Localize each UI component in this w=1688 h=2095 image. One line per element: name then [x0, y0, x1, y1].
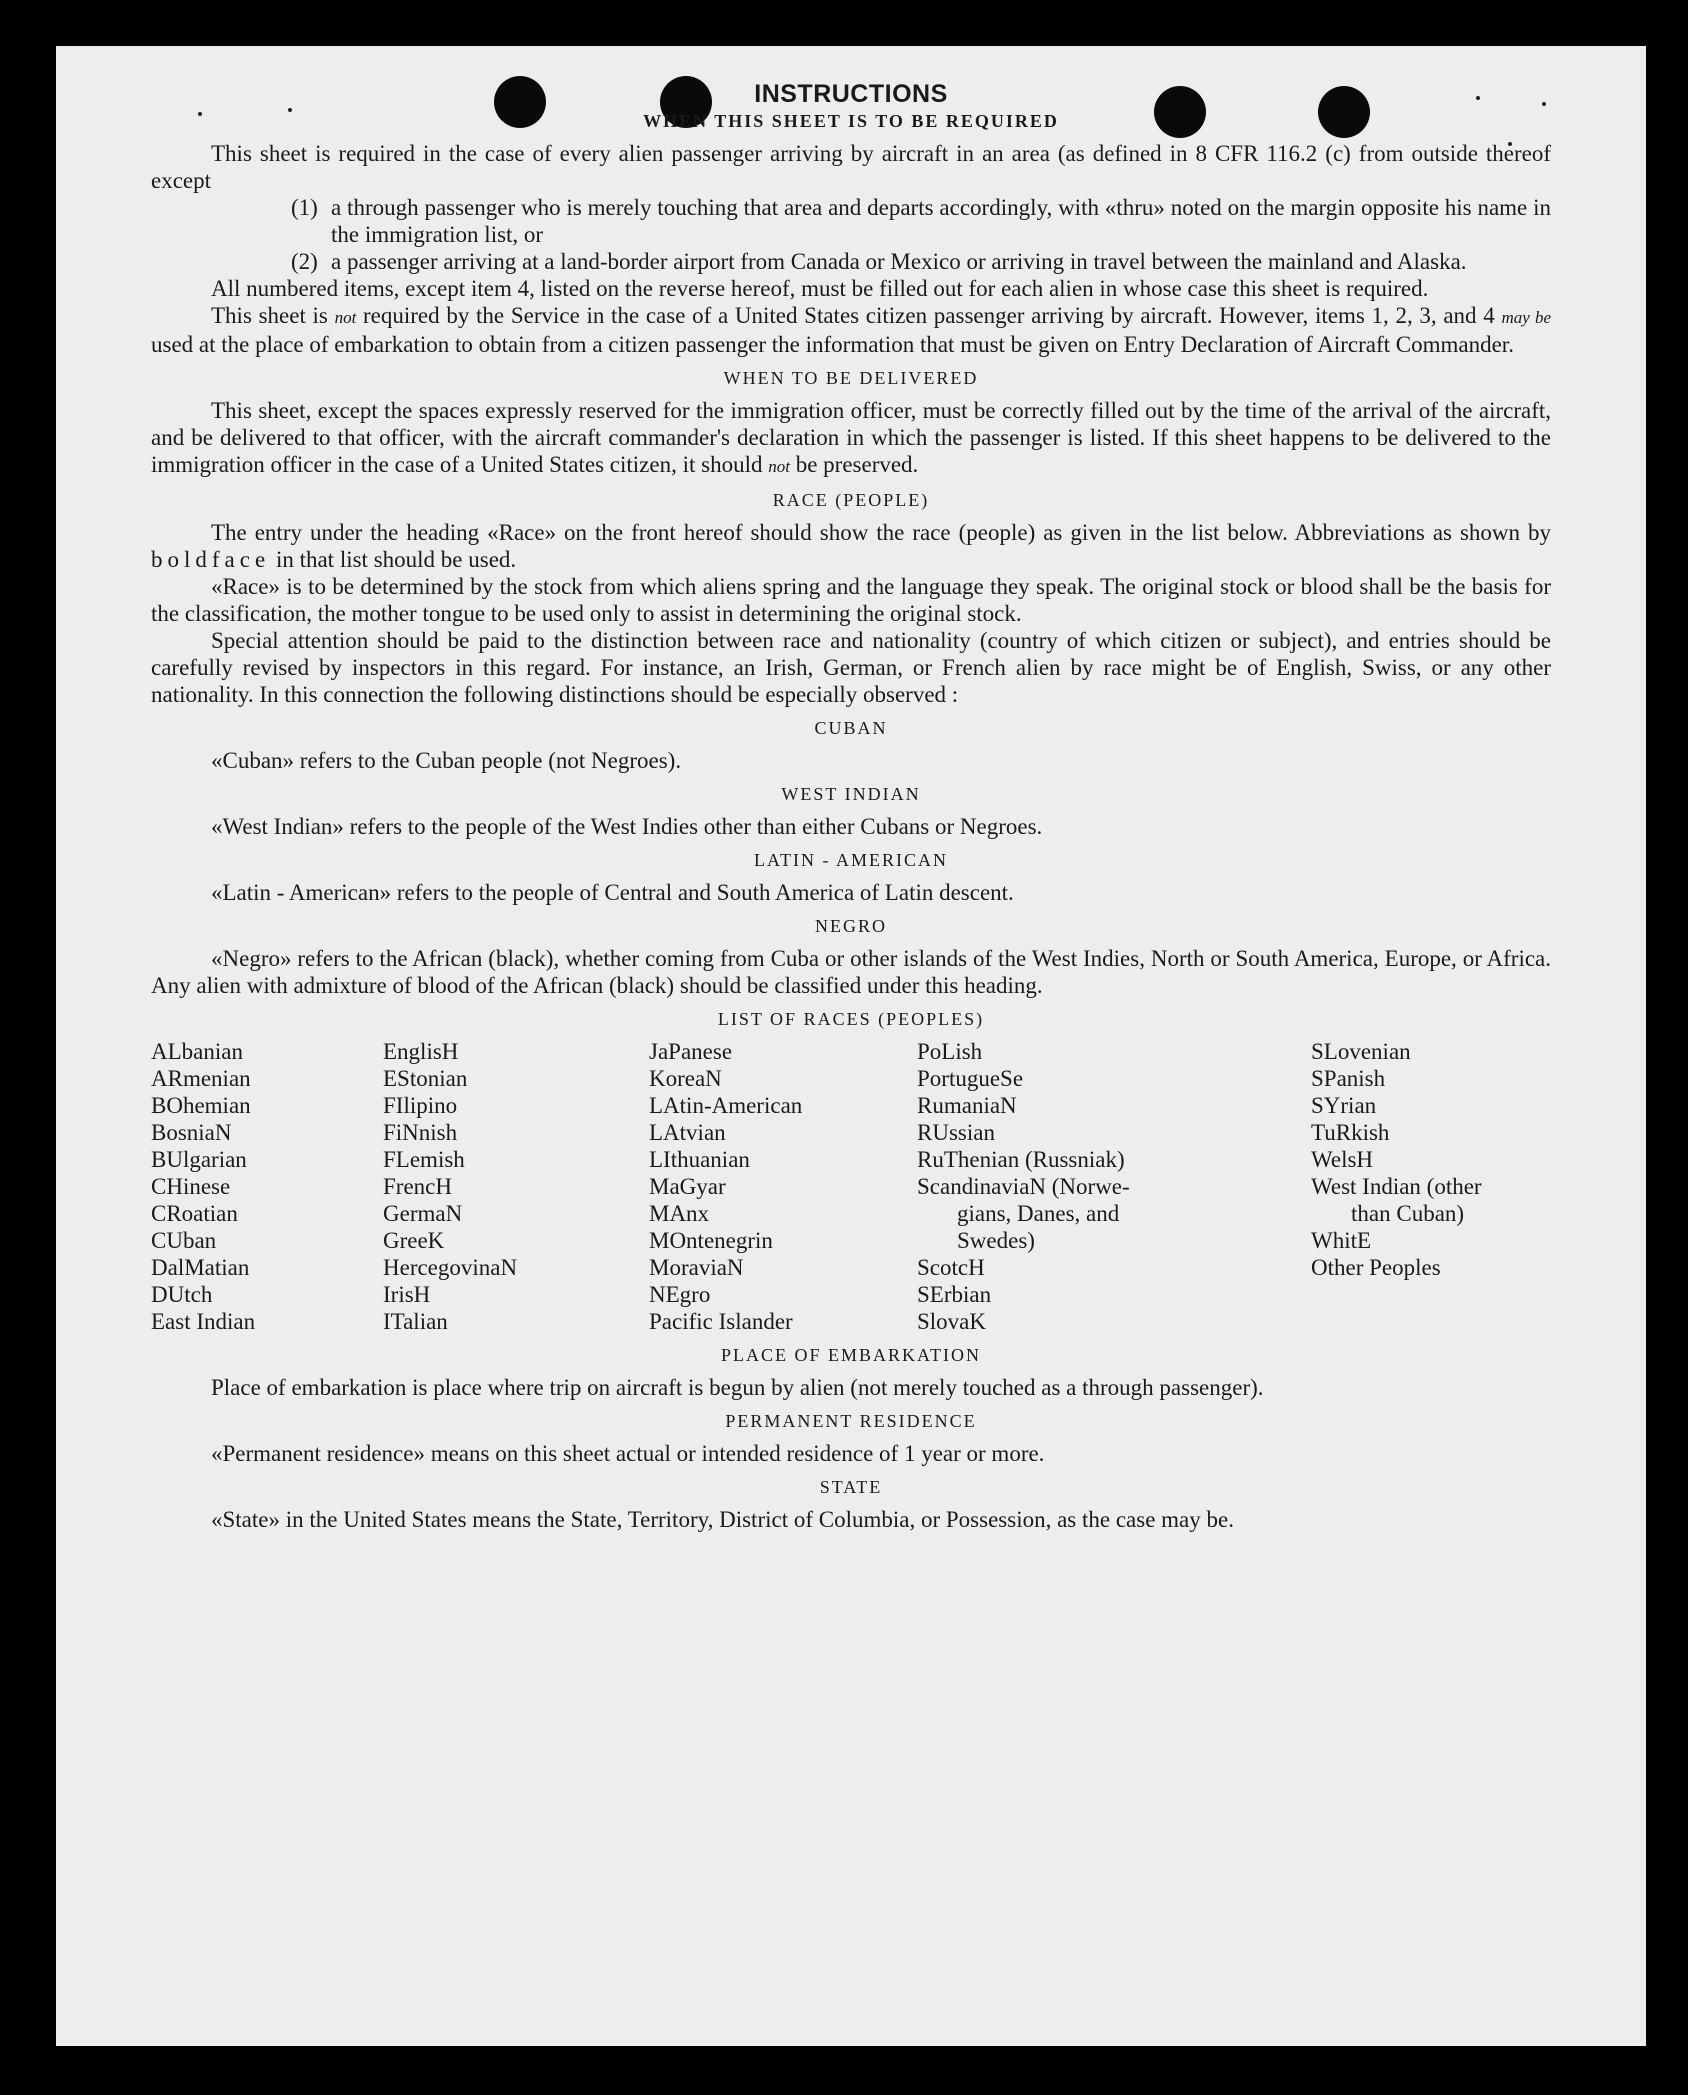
paragraph: «Permanent residence» means on this sheet actual or intended residence of 1 year or more.	[211, 1441, 1045, 1466]
heading-required: WHEN THIS SHEET IS TO BE REQUIRED	[643, 111, 1059, 131]
heading-permanent-residence: PERMANENT RESIDENCE	[725, 1411, 977, 1431]
paragraph: This sheet is required in the case of every alien passenger arriving by aircraft in an area (as defined in 8 CFR 116.2 (c) from outside thereof except	[151, 141, 1551, 193]
paragraph: «State» in the United States means the State, Territory, District of Columbia, or Possession, as the case may be.	[211, 1507, 1234, 1532]
races-column: ALbanian ARmenian BOhemian BosniaN BUlgarian CHinese CRoatian CUban DalMatian DUtch East Indian	[151, 1039, 256, 1334]
heading-state: STATE	[819, 1477, 883, 1497]
heading-delivered: WHEN TO BE DELIVERED	[723, 368, 979, 388]
page-title: INSTRUCTIONS	[754, 80, 948, 108]
heading-list-of-races: LIST OF RACES (PEOPLES)	[717, 1009, 985, 1029]
races-column: EnglisH EStonian FIlipino FiNnish FLemish FrencH GermaN GreeK HercegovinaN IrisH ITalian	[383, 1039, 518, 1334]
heading-race: RACE (PEOPLE)	[772, 490, 930, 510]
paragraph: «West Indian» refers to the people of the West Indies other than either Cubans or Negroes.	[211, 814, 1043, 839]
races-column: SLovenian SPanish SYrian TuRkish WelsH West Indian (other than Cuban) WhitE Other Peoples	[1311, 1039, 1482, 1280]
exception-item: (1) a through passenger who is merely touching that area and departs accordingly, with «thru» noted on the margin opposite his name in the immigration list, or	[291, 195, 1551, 247]
paragraph: «Latin - American» refers to the people of Central and South America of Latin descent.	[211, 880, 1014, 905]
races-column: PoLish PortugueSe RumaniaN RUssian RuThenian (Russniak) ScandinaviaN (Norwe- gians, Danes, and Swedes) ScotcH SErbian SlovaK	[917, 1039, 1130, 1334]
paragraph: This sheet, except the spaces expressly reserved for the immigration officer, must be correctly filled out by the time of the arrival of the aircraft, and be delivered to that officer, with the aircraft commander's declaration in which the passenger is listed. If this sheet happens to be delivered to the immigration officer in the case of a United States citizen, it should not be preserved.	[151, 398, 1551, 477]
heading-cuban: CUBAN	[814, 718, 888, 738]
paragraph: «Cuban» refers to the Cuban people (not Negroes).	[211, 748, 682, 773]
paragraph: «Race» is to be determined by the stock from which aliens spring and the language they speak. The original stock or blood shall be the basis for the classification, the mother tongue to be used only to assist in determining the original stock.	[151, 574, 1551, 626]
heading-negro: NEGRO	[815, 916, 887, 936]
races-column: JaPanese KoreaN LAtin-American LAtvian LIthuanian MaGyar MAnx MOntenegrin MoraviaN NEgro Pacific Islander	[649, 1039, 803, 1334]
paragraph: Place of embarkation is place where trip on aircraft is begun by alien (not merely touched as a through passenger).	[211, 1375, 1264, 1400]
paragraph: Special attention should be paid to the distinction between race and nationality (country of which citizen or subject), and entries should be carefully revised by inspectors in this regard. For instance, an Irish, German, or French alien by race might be of English, Swiss, or any other nationality. In this connection the following distinctions should be especially observed :	[151, 628, 1551, 707]
heading-latin-american: LATIN - AMERICAN	[754, 850, 948, 870]
paragraph: «Negro» refers to the African (black), whether coming from Cuba or other islands of the West Indies, North or South America, Europe, or Africa. Any alien with admixture of blood of the African (black) should be classified under this heading.	[151, 946, 1551, 998]
instructions-content	[151, 80, 1551, 1533]
races-list	[151, 1038, 1551, 1335]
paragraph: This sheet is not required by the Service in the case of a United States citizen passenger arriving by aircraft. However, items 1, 2, 3, and 4 may be used at the place of embarkation to obtain from a citizen passenger the information that must be given on Entry Declaration of Aircraft Commander.	[151, 303, 1552, 357]
heading-west-indian: WEST INDIAN	[781, 784, 921, 804]
exception-item: (2) a passenger arriving at a land-border airport from Canada or Mexico or arriving in travel between the mainland and Alaska.	[291, 249, 1467, 274]
paragraph: The entry under the heading «Race» on the front hereof should show the race (people) as given in the list below. Abbreviations as shown by boldface in that list should be used.	[151, 520, 1551, 572]
paragraph: All numbered items, except item 4, listed on the reverse hereof, must be filled out for each alien in whose case this sheet is required.	[211, 276, 1429, 301]
document-sheet	[56, 46, 1646, 2046]
heading-embarkation: PLACE OF EMBARKATION	[720, 1345, 982, 1365]
